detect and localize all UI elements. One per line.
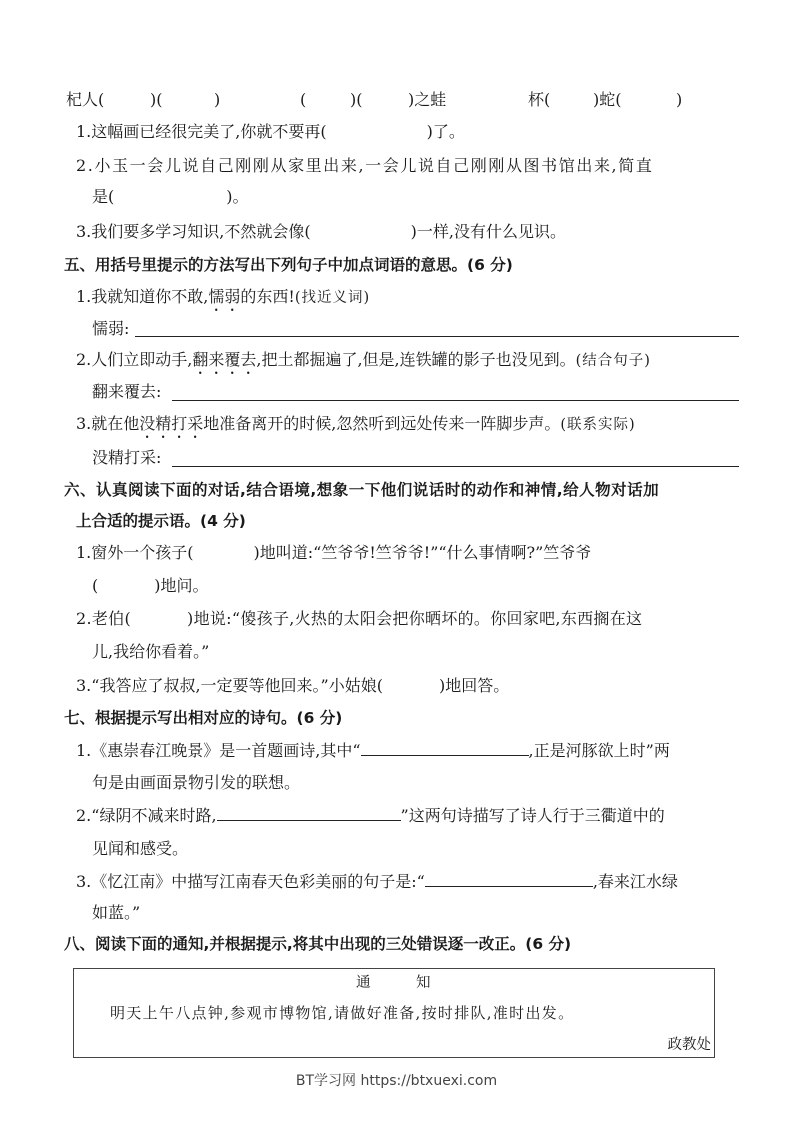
question-number: 2. <box>76 609 92 628</box>
s5-label-1: 懦弱: <box>92 319 130 338</box>
question-text: )地说:“傻孩子,火热的太阳会把你晒坏的。你回家吧,东西搁在这 <box>187 609 643 628</box>
footer-watermark: BT学习网 https://btxuexi.com <box>295 1073 498 1089</box>
idiom-text: 杞人( <box>66 90 105 109</box>
s7-question-2-cont: 见闻和感受。 <box>92 839 189 858</box>
question-text: ,把土都掘遍了,但是,连铁罐的影子也没见到。 <box>256 350 576 369</box>
question-number: 3. <box>76 414 92 433</box>
dotted-word: 没精打采 <box>139 414 204 433</box>
notice-signature: 政教处 <box>667 1037 711 1053</box>
question-text: )地叫道:“竺爷爷!竺爷爷!”“什么事情啊?”竺爷爷 <box>253 543 592 562</box>
question-text: 是( <box>92 187 115 206</box>
answer-line[interactable] <box>172 466 739 467</box>
question-text: 我们要多学习知识,不然就会像( <box>91 222 311 241</box>
notice-body: 明天上午八点钟,参观市博物馆,请做好准备,按时排队,准时出发。 <box>110 1004 575 1022</box>
notice-box <box>73 968 715 1058</box>
question-text: ( <box>92 576 99 595</box>
question-text: 小玉一会儿说自己刚刚从家里出来,一会儿说自己刚刚从图书馆出来,简直 <box>94 156 654 175</box>
s6-question-1 <box>76 542 591 564</box>
section-7-title: 七、根据提示写出相对应的诗句。(6 分) <box>64 709 343 727</box>
question-number: 2. <box>76 156 95 175</box>
idiom-text: )蛇( <box>593 90 622 109</box>
question-number: 2. <box>76 350 92 369</box>
question-number: 1. <box>76 741 92 760</box>
answer-line[interactable] <box>172 400 739 401</box>
s7-question-2 <box>76 805 665 827</box>
question-2-cont <box>92 186 249 208</box>
s6-question-1-cont <box>92 575 209 597</box>
question-1 <box>76 121 465 143</box>
question-text: 地准备离开的时候,忽然听到远处传来一阵脚步声。 <box>203 414 561 433</box>
question-text: 老伯( <box>91 609 132 628</box>
question-text: 窗外一个孩子( <box>91 543 194 562</box>
s6-question-2 <box>76 608 642 630</box>
question-2 <box>76 155 653 177</box>
s5-question-1 <box>76 286 370 308</box>
question-3 <box>76 221 566 243</box>
idiom-text: )( <box>150 90 163 109</box>
s6-question-3 <box>76 675 509 697</box>
s6-question-2-cont: 儿,我给你看着。” <box>92 642 210 661</box>
question-text: 这幅画已经很完美了,你就不要再( <box>91 122 327 141</box>
question-text: )。 <box>226 187 249 206</box>
s7-question-3-cont: 如蓝。” <box>92 903 141 922</box>
question-number: 1. <box>76 122 92 141</box>
notice-title-right: 知 <box>416 975 431 991</box>
question-text: ”这两句诗描写了诗人行于三衢道中的 <box>400 806 665 825</box>
s7-question-3 <box>76 871 678 893</box>
hint: (联系实际) <box>560 417 636 433</box>
section-8-title: 八、阅读下面的通知,并根据提示,将其中出现的三处错误逐一改正。(6 分) <box>64 935 572 953</box>
s5-question-3 <box>76 413 636 435</box>
idiom-text: )( <box>350 90 363 109</box>
question-text: )一样,没有什么见识。 <box>410 222 566 241</box>
hint: (结合句子) <box>575 353 651 369</box>
idiom-text: ( <box>300 90 307 109</box>
question-text: 我就知道你不敢, <box>91 287 209 306</box>
idiom-text: 杯( <box>528 90 551 109</box>
question-text: “我答应了叔叔,一定要等他回来。”小姑娘( <box>91 676 383 695</box>
question-text: 就在他 <box>91 414 140 433</box>
section-6-title: 六、认真阅读下面的对话,结合语境,想象一下他们说话时的动作和神情,给人物对话加 <box>64 481 660 499</box>
question-number: 1. <box>76 543 92 562</box>
question-number: 3. <box>76 676 92 695</box>
notice-title-left: 通 <box>356 975 371 991</box>
answer-blank[interactable] <box>361 741 529 756</box>
question-text: 《惠崇春江晚景》是一首题画诗,其中“ <box>91 741 361 760</box>
idiom-text: )之蛙 <box>408 90 447 109</box>
idiom-text: ) <box>214 90 221 109</box>
section-5-title: 五、用括号里提示的方法写出下列句子中加点词语的意思。(6 分) <box>64 256 513 274</box>
question-text: 人们立即动手, <box>91 350 193 369</box>
question-text: “绿阴不减来时路, <box>91 806 217 825</box>
question-text: )了。 <box>426 122 465 141</box>
question-text: 的东西! <box>240 287 295 306</box>
question-text: 《忆江南》中描写江南春天色彩美丽的句子是:“ <box>91 872 425 891</box>
question-text: )地回答。 <box>438 676 510 695</box>
dotted-word: 懦弱 <box>208 287 241 306</box>
section-6-title-cont: 上合适的提示语。(4 分) <box>76 512 246 530</box>
question-number: 3. <box>76 222 92 241</box>
question-text: ,春来江水绿 <box>592 872 678 891</box>
s7-question-1 <box>76 740 670 762</box>
question-number: 1. <box>76 287 92 306</box>
s7-question-1-cont: 句是由画面景物引发的联想。 <box>92 773 301 792</box>
question-number: 2. <box>76 806 92 825</box>
dotted-word: 翻来覆去 <box>192 350 257 369</box>
answer-blank[interactable] <box>425 872 593 887</box>
question-text: ,正是河豚欲上时”两 <box>528 741 670 760</box>
hint: (找近义词) <box>294 290 371 306</box>
question-text: )地问。 <box>154 576 209 595</box>
idiom-text: ) <box>676 90 683 109</box>
answer-blank[interactable] <box>217 806 401 821</box>
question-number: 3. <box>76 872 92 891</box>
s5-label-2: 翻来覆去: <box>92 382 162 401</box>
s5-question-2 <box>76 349 651 371</box>
answer-line[interactable] <box>135 336 739 337</box>
s5-label-3: 没精打采: <box>92 448 162 467</box>
